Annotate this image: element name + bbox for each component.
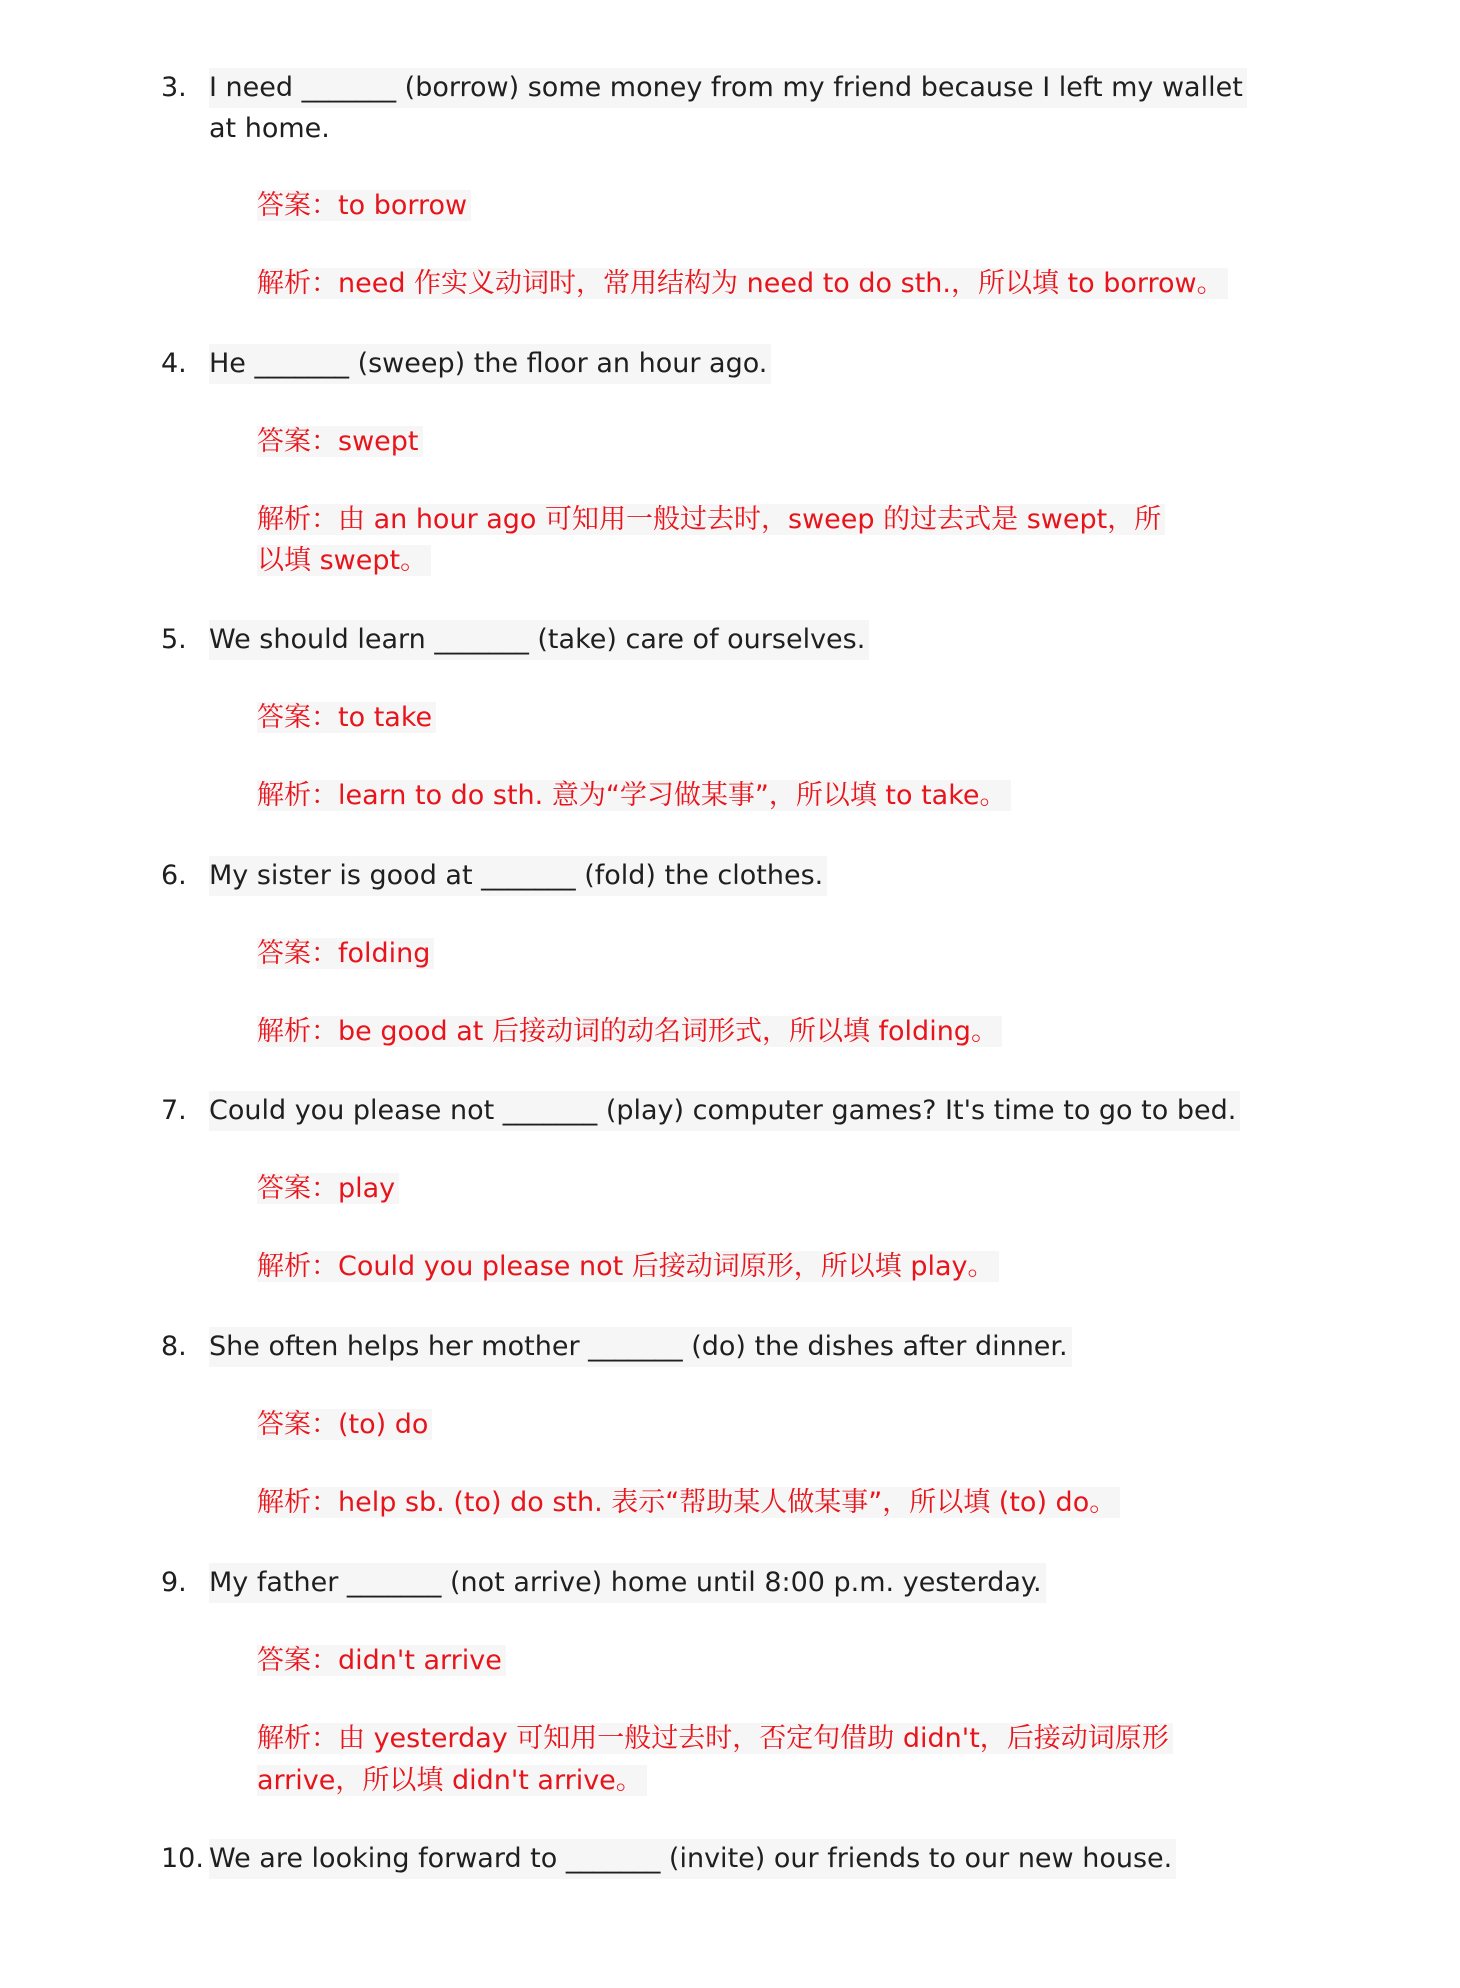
- analysis-label: 解析：: [257, 1251, 338, 1282]
- answer-text: to take: [338, 702, 433, 733]
- answer-6: [257, 934, 434, 974]
- answer-label: 答案：: [257, 1645, 338, 1676]
- analysis-label: 解析：: [257, 504, 338, 535]
- question-text: I need _______ (borrow) some money from my friend because I left my wallet: [209, 68, 1247, 108]
- analysis-3: [257, 264, 1228, 304]
- analysis-text: need 作实义动词时，常用结构为 need to do sth.，所以填 to borrow。: [338, 268, 1224, 299]
- question-number: 8.: [161, 1331, 187, 1362]
- question-text: My sister is good at _______ (fold) the clothes.: [209, 856, 827, 896]
- question-number: 6.: [161, 860, 187, 891]
- answer-4: [257, 422, 423, 462]
- analysis-label: 解析：: [257, 780, 338, 811]
- analysis-label: 解析：: [257, 1487, 338, 1518]
- answer-3: [257, 186, 471, 226]
- question-number: 3.: [161, 72, 187, 103]
- answer-text: play: [338, 1173, 396, 1204]
- analysis-text: 以填 swept。: [257, 545, 431, 576]
- analysis-7: [257, 1247, 999, 1287]
- question-number: 7.: [161, 1095, 187, 1126]
- analysis-5: [257, 776, 1011, 816]
- question-text: He _______ (sweep) the floor an hour ago.: [209, 344, 771, 384]
- question-text: My father _______ (not arrive) home until 8:00 p.m. yesterday.: [209, 1563, 1046, 1603]
- answer-5: [257, 698, 436, 738]
- analysis-8: [257, 1483, 1120, 1523]
- answer-label: 答案：: [257, 702, 338, 733]
- analysis-label: 解析：: [257, 1016, 338, 1047]
- analysis-9-continued: [257, 1761, 647, 1801]
- analysis-4-continued: [257, 541, 431, 581]
- analysis-text: learn to do sth. 意为“学习做某事”，所以填 to take。: [338, 780, 1007, 811]
- question-number: 10.: [161, 1843, 204, 1874]
- analysis-text: 由 an hour ago 可知用一般过去时，sweep 的过去式是 swept，所: [338, 504, 1162, 535]
- analysis-label: 解析：: [257, 1723, 338, 1754]
- answer-text: folding: [338, 938, 431, 969]
- answer-text: swept: [338, 426, 419, 457]
- analysis-6: [257, 1012, 1002, 1052]
- analysis-label: 解析：: [257, 268, 338, 299]
- question-text: Could you please not _______ (play) computer games? It's time to go to bed.: [209, 1091, 1240, 1131]
- analysis-4: [257, 500, 1165, 540]
- answer-text: (to) do: [338, 1409, 429, 1440]
- question-text: She often helps her mother _______ (do) the dishes after dinner.: [209, 1327, 1072, 1367]
- analysis-text: arrive，所以填 didn't arrive。: [257, 1765, 647, 1796]
- answer-text: to borrow: [338, 190, 468, 221]
- analysis-text: help sb. (to) do sth. 表示“帮助某人做某事”，所以填 (to) do。: [338, 1487, 1117, 1518]
- analysis-text: Could you please not 后接动词原形，所以填 play。: [338, 1251, 995, 1282]
- answer-8: [257, 1405, 432, 1445]
- answer-label: 答案：: [257, 1173, 338, 1204]
- answer-label: 答案：: [257, 426, 338, 457]
- answer-7: [257, 1169, 399, 1209]
- question-text: at home.: [209, 113, 330, 144]
- answer-label: 答案：: [257, 938, 338, 969]
- analysis-text: be good at 后接动词的动名词形式，所以填 folding。: [338, 1016, 998, 1047]
- analysis-9: [257, 1719, 1173, 1759]
- question-text: We should learn _______ (take) care of ourselves.: [209, 620, 869, 660]
- answer-text: didn't arrive: [338, 1645, 502, 1676]
- question-number: 4.: [161, 348, 187, 379]
- answer-label: 答案：: [257, 1409, 338, 1440]
- analysis-text: 由 yesterday 可知用一般过去时，否定句借助 didn't，后接动词原形: [338, 1723, 1169, 1754]
- question-text: We are looking forward to _______ (invite) our friends to our new house.: [209, 1839, 1176, 1879]
- question-number: 5.: [161, 624, 187, 655]
- answer-9: [257, 1641, 506, 1681]
- answer-label: 答案：: [257, 190, 338, 221]
- question-number: 9.: [161, 1567, 187, 1598]
